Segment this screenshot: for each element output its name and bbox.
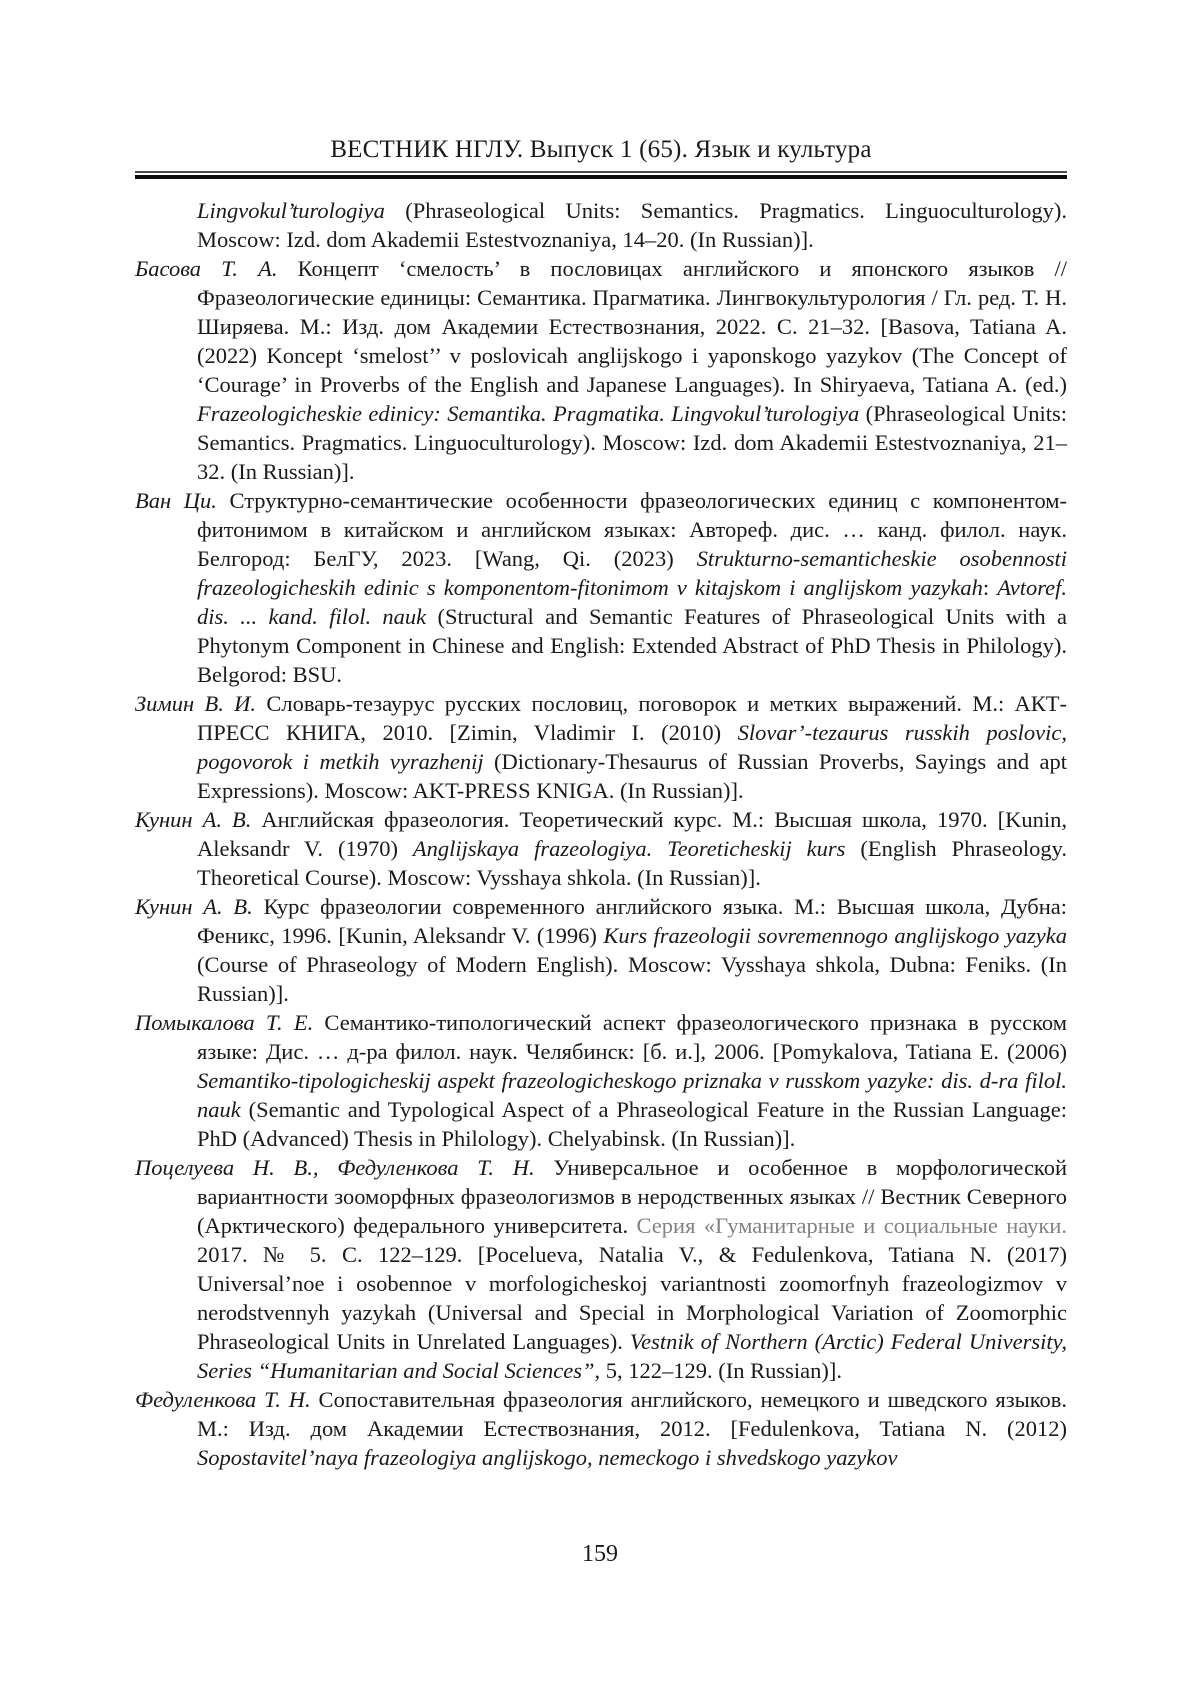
- bib-entry: [135, 1008, 1067, 1153]
- bibliography-list: [135, 196, 1067, 1472]
- reference-text: Английская фразеология. Теоретический курс. М.: Высшая школа, 1970. [Kunin, Aleksandr V. (1970): [197, 806, 1067, 861]
- reference-text: Словарь-тезаурус русских пословиц, поговорок и метких выражений. М.: АКТ-ПРЕСС КНИГА, 2010. [Zimin, Vladimir I. (2010): [197, 690, 1068, 745]
- reference-text: (English Phraseology. Theoretical Course). Moscow: Vysshaya shkola. (In Russian)].: [197, 835, 1067, 890]
- bib-entry: [135, 1153, 1067, 1385]
- author-name: Кунин А. В.: [135, 806, 252, 832]
- bib-entry: [135, 892, 1067, 1008]
- reference-text: , 5, 122–129. (In Russian)].: [594, 1357, 842, 1383]
- reference-text: Структурно-семантические особенности фразеологических единиц с компонентом-фитонимом в китайском и английском языках: Автореф. дис. … канд. филол. наук. Белгород: БелГУ, 2023. [Wang, Qi. (2023): [197, 487, 1067, 571]
- transliterated-title: Frazeologicheskie edinicy: Semantika. Pragmatika. Lingvokul’turologiya: [197, 400, 860, 426]
- bib-entry: [135, 196, 1067, 254]
- transliterated-title: Kurs frazeologii sovremennogo anglijskogo yazyka: [603, 922, 1067, 948]
- reference-text: :: [982, 574, 998, 600]
- reference-text: (Dictionary-Thesaurus of Russian Proverbs, Sayings and apt Expressions). Moscow: AKT-PRESS KNIGA. (In Russian)].: [197, 748, 1067, 803]
- reference-text: (Structural and Semantic Features of Phraseological Units with a Phytonym Component in Chinese and English: Extended Abstract of PhD Thesis in Philology). Belgorod: BSU.: [197, 603, 1067, 687]
- page-header: [135, 136, 1067, 179]
- header-rule: [135, 171, 1067, 179]
- reference-text: (Course of Phraseology of Modern English). Moscow: Vysshaya shkola, Dubna: Feniks. (In Russian)].: [197, 951, 1067, 1006]
- transliterated-title: Semantiko-tipologicheskij aspekt frazeologicheskogo priznaka v russkom yazyke: dis. d-ra filol. nauk: [197, 1067, 1067, 1122]
- author-name: Зимин В. И.: [135, 690, 257, 716]
- reference-text: Универсальное и особенное в морфологической вариантности зооморфных фразеологизмов в неродственных языках // Вестник Северного (Арктического) федерального университета.: [197, 1154, 1068, 1238]
- journal-title: ВЕСТНИК НГЛУ. Выпуск 1 (65). Язык и культура: [330, 136, 872, 163]
- transliterated-title: Sopostavitel’naya frazeologiya anglijskogo, nemeckogo i shvedskogo yazykov: [197, 1444, 898, 1470]
- bib-entry: [135, 1385, 1067, 1472]
- reference-text: Семантико-типологический аспект фразеологического признака в русском языке: Дис. … д-ра филол. наук. Челябинск: [б. и.], 2006. [Pomykalova, Tatiana E. (2006): [197, 1009, 1067, 1064]
- author-name: Федуленкова Т. Н.: [135, 1386, 311, 1412]
- author-name: Ван Ци.: [135, 487, 217, 513]
- transliterated-title: Lingvokul’turologiya: [197, 197, 385, 223]
- transliterated-title: Vestnik of Northern (Arctic) Federal University, Series “Humanitarian and Social Sciences”: [197, 1328, 1067, 1383]
- reference-text: Курс фразеологии современного английского языка. М.: Высшая школа, Дубна: Феникс, 1996. [Kunin, Aleksandr V. (1996): [197, 893, 1067, 948]
- reference-text: (Phraseological Units: Semantics. Pragmatics. Linguoculturology). Moscow: Izd. dom Akademii Estestvoznaniya, 14–20. (In Russian)].: [197, 197, 1067, 252]
- reference-text: Сопоставительная фразеология английского, немецкого и шведского языков. М.: Изд. дом Академии Естествознания, 2012. [Fedulenkova, Tatiana N. (2012): [197, 1386, 1067, 1441]
- transliterated-title: Anglijskaya frazeologiya. Teoreticheskij kurs: [412, 835, 846, 861]
- bib-entry: [135, 805, 1067, 892]
- bib-entry: [135, 254, 1067, 486]
- bib-entry: [135, 689, 1067, 805]
- author-name: Кунин А. В.: [135, 893, 253, 919]
- reference-text: Концепт ‘смелость’ в пословицах английского и японского языков // Фразеологические единицы: Семантика. Прагматика. Лингвокультурология / Гл. ред. Т. Н. Ширяева. М.: Изд. дом Академии Естествознания, 2022. С. 21–32. [Basova, Tatiana A. (2022) Koncept ‘smelost’’ v poslovicah anglijskogo i yaponskogo yazykov (The Concept of ‘Courage’ in Proverbs of the English and Japanese Languages). In Shiryaeva, Tatiana A. (ed.): [197, 255, 1067, 397]
- transliterated-title: Strukturno-semanticheskie osobennosti frazeologicheskih edinic s komponentom-fitonimom v kitajskom i anglijskom yazykah: [197, 545, 1067, 600]
- bib-entry: [135, 486, 1067, 689]
- header-rule-thick-line: [135, 175, 1067, 179]
- page-number: 159: [582, 1541, 618, 1567]
- author-name: Помыкалова Т. Е.: [135, 1009, 314, 1035]
- reference-text: (Phraseological Units: Semantics. Pragmatics. Linguoculturology). Moscow: Izd. dom Akademii Estestvoznaniya, 21–32. (In Russian)].: [197, 400, 1068, 484]
- reference-text: 2017. № 5. С. 122–129. [Pocelueva, Natalia V., & Fedulenkova, Tatiana N. (2017) Universal’noe i osobennoe v morfologicheskoj variantnosti zoomorfnyh frazeologizmov v nerodstvennyh yazykah (Universal and Special in Morphological Variation of Zoomorphic Phraseological Units in Unrelated Languages).: [197, 1241, 1067, 1354]
- transliterated-title: Slovar’-tezaurus russkih poslovic, pogovorok i metkih vyrazhenij: [197, 719, 1067, 774]
- transliterated-title: Avtoref. dis. ... kand. filol. nauk: [197, 574, 1067, 629]
- author-name: Басова Т. А.: [135, 255, 278, 281]
- author-name: Поцелуева Н. В., Федуленкова Т. Н.: [135, 1154, 535, 1180]
- series-muted-text: Серия «Гуманитарные и социальные науки.: [636, 1212, 1067, 1238]
- reference-text: (Semantic and Typological Aspect of a Phraseological Feature in the Russian Language: PhD (Advanced) Thesis in Philology). Chelyabinsk. (In Russian)].: [197, 1096, 1067, 1151]
